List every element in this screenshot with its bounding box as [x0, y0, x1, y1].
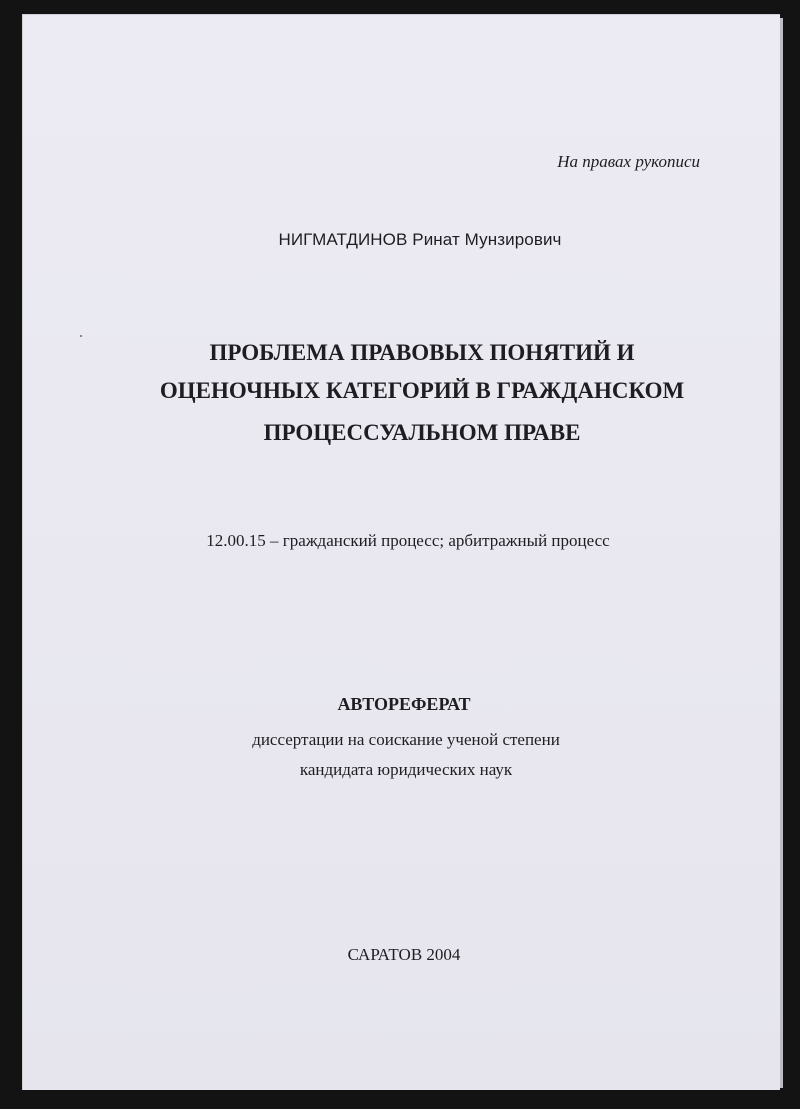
title-page — [22, 14, 780, 1090]
manuscript-status: На правах рукописи — [557, 152, 700, 171]
title-line-1: ПРОБЛЕМА ПРАВОВЫХ ПОНЯТИЙ И — [209, 340, 635, 365]
purpose-line-1: диссертации на соискание ученой степени — [252, 730, 560, 749]
page-edge-shadow — [780, 18, 783, 1088]
title-line-3: ПРОЦЕССУАЛЬНОМ ПРАВЕ — [263, 420, 581, 445]
purpose-line-2: кандидата юридических наук — [299, 760, 513, 779]
document-genre: АВТОРЕФЕРАТ — [337, 694, 471, 714]
city-year: САРАТОВ 2004 — [347, 945, 461, 964]
title-line-2: ОЦЕНОЧНЫХ КАТЕГОРИЙ В ГРАЖДАНСКОМ — [159, 378, 685, 403]
author-name: НИГМАТДИНОВ Ринат Мунзирович — [278, 230, 562, 249]
specialty-code: 12.00.15 – гражданский процесс; арбитражный процесс — [206, 531, 610, 550]
paper-speck — [80, 335, 82, 337]
